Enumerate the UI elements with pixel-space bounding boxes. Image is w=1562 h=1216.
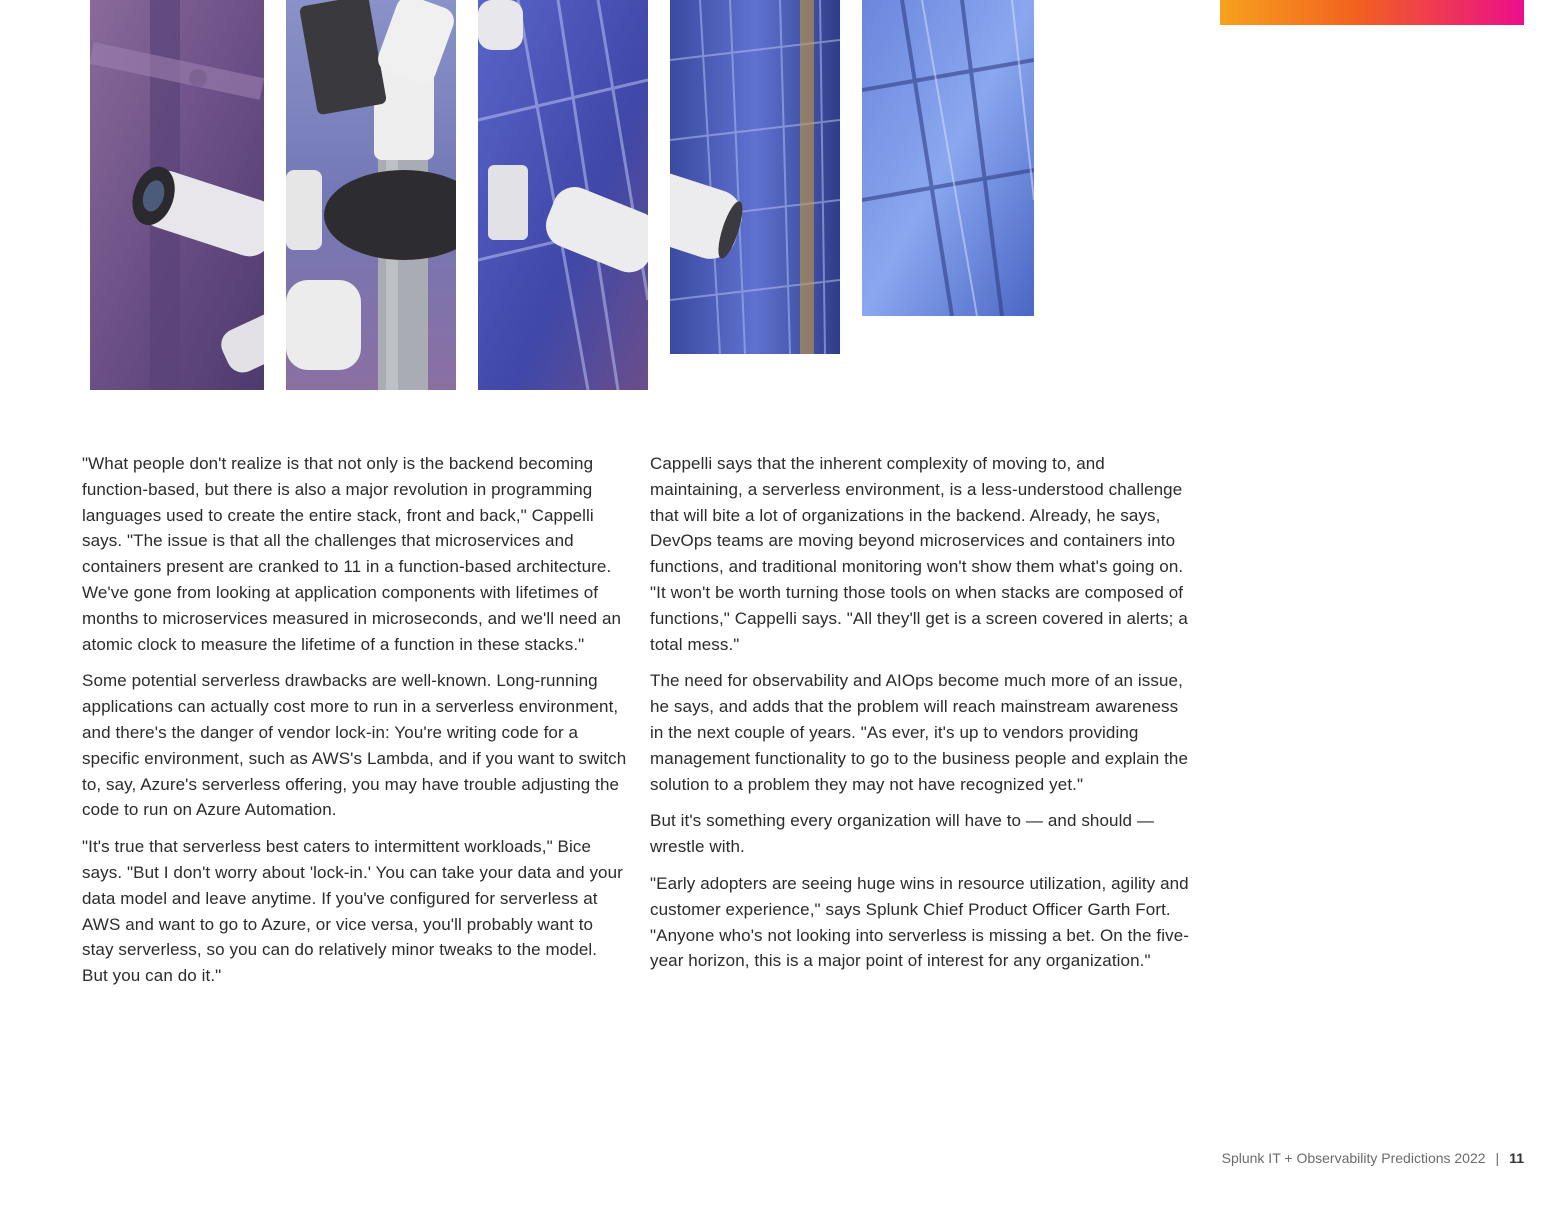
page-footer <box>1222 1150 1524 1166</box>
photo-strip-5 <box>862 0 1034 316</box>
photo-strip-1 <box>90 0 264 390</box>
page-number: 11 <box>1509 1150 1524 1166</box>
paragraph-quote-bice: "It's true that serverless best caters to intermittent workloads," Bice says. "But I don't worry about 'lock-in.' You can take your data and your data model and leave anytime. If you've configured for serverless at AWS and want to go to Azure, or vice versa, you'll probably want to stay serverless, so you can do relatively minor tweaks to the model. But you can do it." <box>82 837 623 986</box>
article-column-right <box>650 451 1195 985</box>
footer-title: Splunk IT + Observability Predictions 2022 <box>1221 1150 1486 1166</box>
paragraph-wrestle: But it's something every organization will have to — and should — wrestle with. <box>650 811 1154 857</box>
photo-strip-4 <box>670 0 840 354</box>
paragraph-quote-fort: "Early adopters are seeing huge wins in resource utilization, agility and customer experience," says Splunk Chief Product Officer Garth Fort. "Anyone who's not looking into serverless is missing a bet. On the five-year horizon, this is a major point of interest for any organization." <box>650 873 1190 971</box>
photo-strip-3 <box>478 0 648 390</box>
footer-separator: | <box>1495 1150 1500 1166</box>
paragraph-quote-cappelli: "What people don't realize is that not only is the backend becoming function-based, but there is also a major revolution in programming languages used to create the entire stack, front and back," Cappelli says. "The issue is that all the challenges that microservices and containers present are cranked to 11 in a function-based architecture. We've gone from looking at application components with lifetimes of months to microservices measured in microseconds, and we'll need an atomic clock to measure the lifetime of a function in these stacks." <box>82 454 622 654</box>
paragraph-observability: The need for observability and AIOps become much more of an issue, he says, and adds that the problem will reach mainstream awareness in the next couple of years. "As ever, it's up to vendors providing management functionality to go to the business people and explain the solution to a problem they may not have recognized yet." <box>650 671 1189 794</box>
paragraph-drawbacks: Some potential serverless drawbacks are well-known. Long-running applications can actually cost more to run in a serverless environment, and there's the danger of vendor lock-in: You're writing code for a specific environment, such as AWS's Lambda, and if you want to switch to, say, Azure's serverless offering, you may have trouble adjusting the code to run on Azure Automation. <box>82 671 627 820</box>
photo-strip-2 <box>286 0 456 390</box>
paragraph-complexity: Cappelli says that the inherent complexity of moving to, and maintaining, a serverless environment, is a less-understood challenge that will bite a lot of organizations in the backend. Already, he says, DevOps teams are moving beyond microservices and containers into functions, and traditional monitoring won't show them what's going on. "It won't be worth turning those tools on when stacks are composed of functions," Cappelli says. "All they'll get is a screen covered in alerts; a total mess." <box>650 454 1188 654</box>
accent-gradient-bar <box>1220 0 1524 25</box>
article-column-left <box>82 451 627 1000</box>
